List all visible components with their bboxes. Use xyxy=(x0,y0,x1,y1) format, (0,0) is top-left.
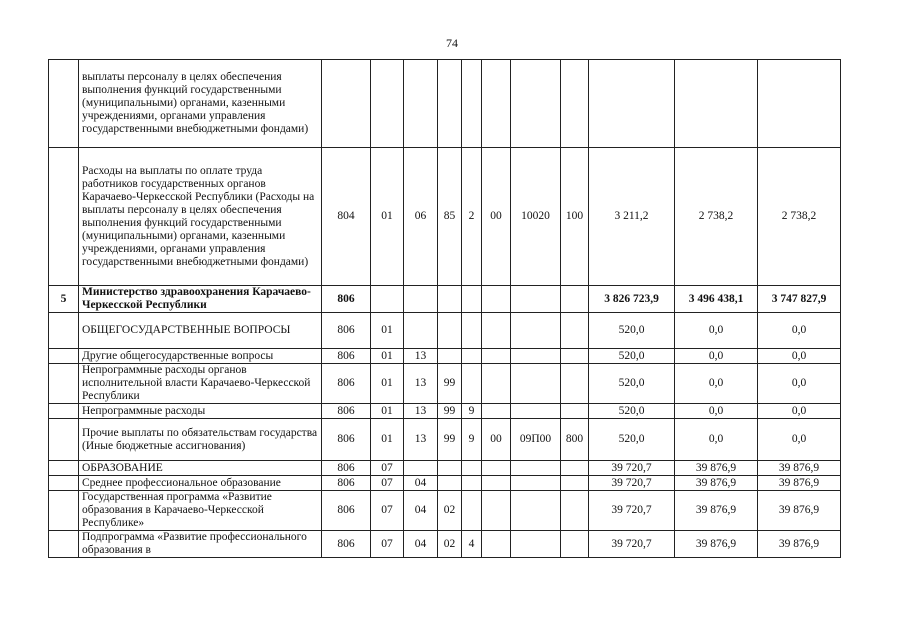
program-code: 99 xyxy=(438,404,462,419)
target-article-code xyxy=(511,461,561,476)
subprogram-code: 4 xyxy=(462,531,482,558)
row-description: Другие общегосударственные вопросы xyxy=(79,349,322,364)
row-index xyxy=(49,491,79,531)
direction-code xyxy=(482,461,511,476)
amount-year-2: 0,0 xyxy=(675,419,758,461)
table-row xyxy=(49,364,841,404)
row-index xyxy=(49,349,79,364)
subsection-code: 06 xyxy=(404,148,438,286)
program-code xyxy=(438,461,462,476)
amount-year-1: 3 211,2 xyxy=(589,148,675,286)
amount-year-2: 39 876,9 xyxy=(675,461,758,476)
section-code: 07 xyxy=(371,476,404,491)
subsection-code: 13 xyxy=(404,404,438,419)
subprogram-code xyxy=(462,349,482,364)
amount-year-1: 520,0 xyxy=(589,404,675,419)
ministry-code: 806 xyxy=(322,313,371,349)
row-description: Непрограммные расходы xyxy=(79,404,322,419)
ministry-code: 806 xyxy=(322,461,371,476)
direction-code xyxy=(482,531,511,558)
subprogram-code xyxy=(462,313,482,349)
expense-type-code xyxy=(561,60,589,148)
amount-year-3: 2 738,2 xyxy=(758,148,841,286)
amount-year-1 xyxy=(589,60,675,148)
section-code: 01 xyxy=(371,419,404,461)
expense-type-code xyxy=(561,364,589,404)
direction-code xyxy=(482,404,511,419)
table-row xyxy=(49,313,841,349)
section-code xyxy=(371,60,404,148)
row-index xyxy=(49,476,79,491)
expense-type-code xyxy=(561,404,589,419)
section-code: 01 xyxy=(371,313,404,349)
amount-year-2: 39 876,9 xyxy=(675,491,758,531)
direction-code xyxy=(482,476,511,491)
table-body xyxy=(49,60,841,558)
row-description: ОБРАЗОВАНИЕ xyxy=(79,461,322,476)
section-code: 07 xyxy=(371,461,404,476)
section-code xyxy=(371,286,404,313)
amount-year-1: 520,0 xyxy=(589,419,675,461)
page-number: 74 xyxy=(446,36,458,50)
expense-type-code xyxy=(561,461,589,476)
amount-year-3: 0,0 xyxy=(758,419,841,461)
program-code xyxy=(438,313,462,349)
ministry-code: 806 xyxy=(322,476,371,491)
row-description: Непрограммные расходы органов исполнительной власти Карачаево-Черкесской Республики xyxy=(79,364,322,404)
amount-year-1: 520,0 xyxy=(589,313,675,349)
target-article-code xyxy=(511,286,561,313)
target-article-code: 09П00 xyxy=(511,419,561,461)
row-index xyxy=(49,364,79,404)
subsection-code xyxy=(404,461,438,476)
expense-type-code xyxy=(561,349,589,364)
section-code: 01 xyxy=(371,349,404,364)
program-code: 85 xyxy=(438,148,462,286)
row-description: Среднее профессиональное образование xyxy=(79,476,322,491)
section-code: 01 xyxy=(371,364,404,404)
direction-code: 00 xyxy=(482,148,511,286)
subprogram-code xyxy=(462,60,482,148)
program-code xyxy=(438,476,462,491)
direction-code xyxy=(482,364,511,404)
subprogram-code: 9 xyxy=(462,404,482,419)
row-index xyxy=(49,531,79,558)
target-article-code xyxy=(511,349,561,364)
target-article-code xyxy=(511,313,561,349)
subsection-code: 13 xyxy=(404,349,438,364)
amount-year-1: 3 826 723,9 xyxy=(589,286,675,313)
row-description: Прочие выплаты по обязательствам государства (Иные бюджетные ассигнования) xyxy=(79,419,322,461)
subsection-code: 04 xyxy=(404,491,438,531)
table-row xyxy=(49,531,841,558)
subsection-code: 04 xyxy=(404,531,438,558)
target-article-code xyxy=(511,491,561,531)
subprogram-code xyxy=(462,476,482,491)
row-description: Государственная программа «Развитие образования в Карачаево-Черкесской Республике» xyxy=(79,491,322,531)
direction-code xyxy=(482,313,511,349)
target-article-code xyxy=(511,364,561,404)
direction-code xyxy=(482,60,511,148)
amount-year-1: 39 720,7 xyxy=(589,491,675,531)
subprogram-code xyxy=(462,286,482,313)
target-article-code: 10020 xyxy=(511,148,561,286)
subprogram-code xyxy=(462,491,482,531)
ministry-code: 806 xyxy=(322,491,371,531)
amount-year-2: 0,0 xyxy=(675,349,758,364)
row-index xyxy=(49,461,79,476)
expense-type-code xyxy=(561,476,589,491)
ministry-code: 804 xyxy=(322,148,371,286)
ministry-code: 806 xyxy=(322,349,371,364)
subsection-code: 04 xyxy=(404,476,438,491)
subsection-code: 13 xyxy=(404,419,438,461)
row-description: Расходы на выплаты по оплате труда работников государственных органов Карачаево-Черкесской Республики (Расходы на выплаты персоналу в целях обеспечения выполнения функций государственными (муниципальными) органами, казенными учреждениями, органами управления государственными внебюджетными фондами) xyxy=(79,148,322,286)
expense-type-code xyxy=(561,313,589,349)
amount-year-3: 39 876,9 xyxy=(758,461,841,476)
ministry-code: 806 xyxy=(322,286,371,313)
amount-year-3 xyxy=(758,60,841,148)
section-code: 01 xyxy=(371,148,404,286)
subprogram-code xyxy=(462,364,482,404)
subsection-code xyxy=(404,286,438,313)
amount-year-1: 39 720,7 xyxy=(589,476,675,491)
amount-year-3: 39 876,9 xyxy=(758,491,841,531)
row-index: 5 xyxy=(49,286,79,313)
table-row xyxy=(49,60,841,148)
subsection-code xyxy=(404,60,438,148)
amount-year-3: 3 747 827,9 xyxy=(758,286,841,313)
program-code: 99 xyxy=(438,419,462,461)
subprogram-code: 9 xyxy=(462,419,482,461)
table-row xyxy=(49,419,841,461)
direction-code xyxy=(482,349,511,364)
program-code xyxy=(438,60,462,148)
program-code xyxy=(438,349,462,364)
direction-code xyxy=(482,286,511,313)
amount-year-2: 0,0 xyxy=(675,364,758,404)
amount-year-3: 39 876,9 xyxy=(758,531,841,558)
program-code xyxy=(438,286,462,313)
row-index xyxy=(49,404,79,419)
row-index xyxy=(49,60,79,148)
target-article-code xyxy=(511,531,561,558)
amount-year-2: 0,0 xyxy=(675,313,758,349)
table-row xyxy=(49,404,841,419)
amount-year-3: 0,0 xyxy=(758,404,841,419)
ministry-code: 806 xyxy=(322,364,371,404)
row-description: выплаты персоналу в целях обеспечения выполнения функций государственными (муниципальными) органами, казенными учреждениями, органами управления государственными внебюджетными фондами) xyxy=(79,60,322,148)
expense-type-code xyxy=(561,491,589,531)
amount-year-3: 0,0 xyxy=(758,364,841,404)
table-row xyxy=(49,461,841,476)
amount-year-2: 2 738,2 xyxy=(675,148,758,286)
expense-type-code xyxy=(561,531,589,558)
amount-year-3: 0,0 xyxy=(758,313,841,349)
row-description: Министерство здравоохранения Карачаево-Черкесской Республики xyxy=(79,286,322,313)
target-article-code xyxy=(511,476,561,491)
amount-year-2: 3 496 438,1 xyxy=(675,286,758,313)
expense-type-code xyxy=(561,286,589,313)
row-index xyxy=(49,419,79,461)
expense-type-code: 800 xyxy=(561,419,589,461)
table-row xyxy=(49,148,841,286)
section-code: 07 xyxy=(371,531,404,558)
table-row xyxy=(49,349,841,364)
table-row xyxy=(49,286,841,313)
target-article-code xyxy=(511,404,561,419)
amount-year-3: 39 876,9 xyxy=(758,476,841,491)
subprogram-code xyxy=(462,461,482,476)
target-article-code xyxy=(511,60,561,148)
row-index xyxy=(49,148,79,286)
subsection-code: 13 xyxy=(404,364,438,404)
section-code: 07 xyxy=(371,491,404,531)
amount-year-1: 520,0 xyxy=(589,349,675,364)
amount-year-1: 39 720,7 xyxy=(589,531,675,558)
table-row xyxy=(49,491,841,531)
program-code: 99 xyxy=(438,364,462,404)
amount-year-1: 39 720,7 xyxy=(589,461,675,476)
row-index xyxy=(49,313,79,349)
amount-year-2: 39 876,9 xyxy=(675,531,758,558)
subsection-code xyxy=(404,313,438,349)
ministry-code: 806 xyxy=(322,404,371,419)
direction-code: 00 xyxy=(482,419,511,461)
program-code: 02 xyxy=(438,491,462,531)
ministry-code xyxy=(322,60,371,148)
program-code: 02 xyxy=(438,531,462,558)
amount-year-1: 520,0 xyxy=(589,364,675,404)
amount-year-2: 39 876,9 xyxy=(675,476,758,491)
amount-year-2 xyxy=(675,60,758,148)
amount-year-3: 0,0 xyxy=(758,349,841,364)
table-row xyxy=(49,476,841,491)
ministry-code: 806 xyxy=(322,531,371,558)
row-description: Подпрограмма «Развитие профессионального образования в xyxy=(79,531,322,558)
row-description: ОБЩЕГОСУДАРСТВЕННЫЕ ВОПРОСЫ xyxy=(79,313,322,349)
amount-year-2: 0,0 xyxy=(675,404,758,419)
ministry-code: 806 xyxy=(322,419,371,461)
direction-code xyxy=(482,491,511,531)
subprogram-code: 2 xyxy=(462,148,482,286)
budget-table xyxy=(48,59,841,558)
expense-type-code: 100 xyxy=(561,148,589,286)
section-code: 01 xyxy=(371,404,404,419)
